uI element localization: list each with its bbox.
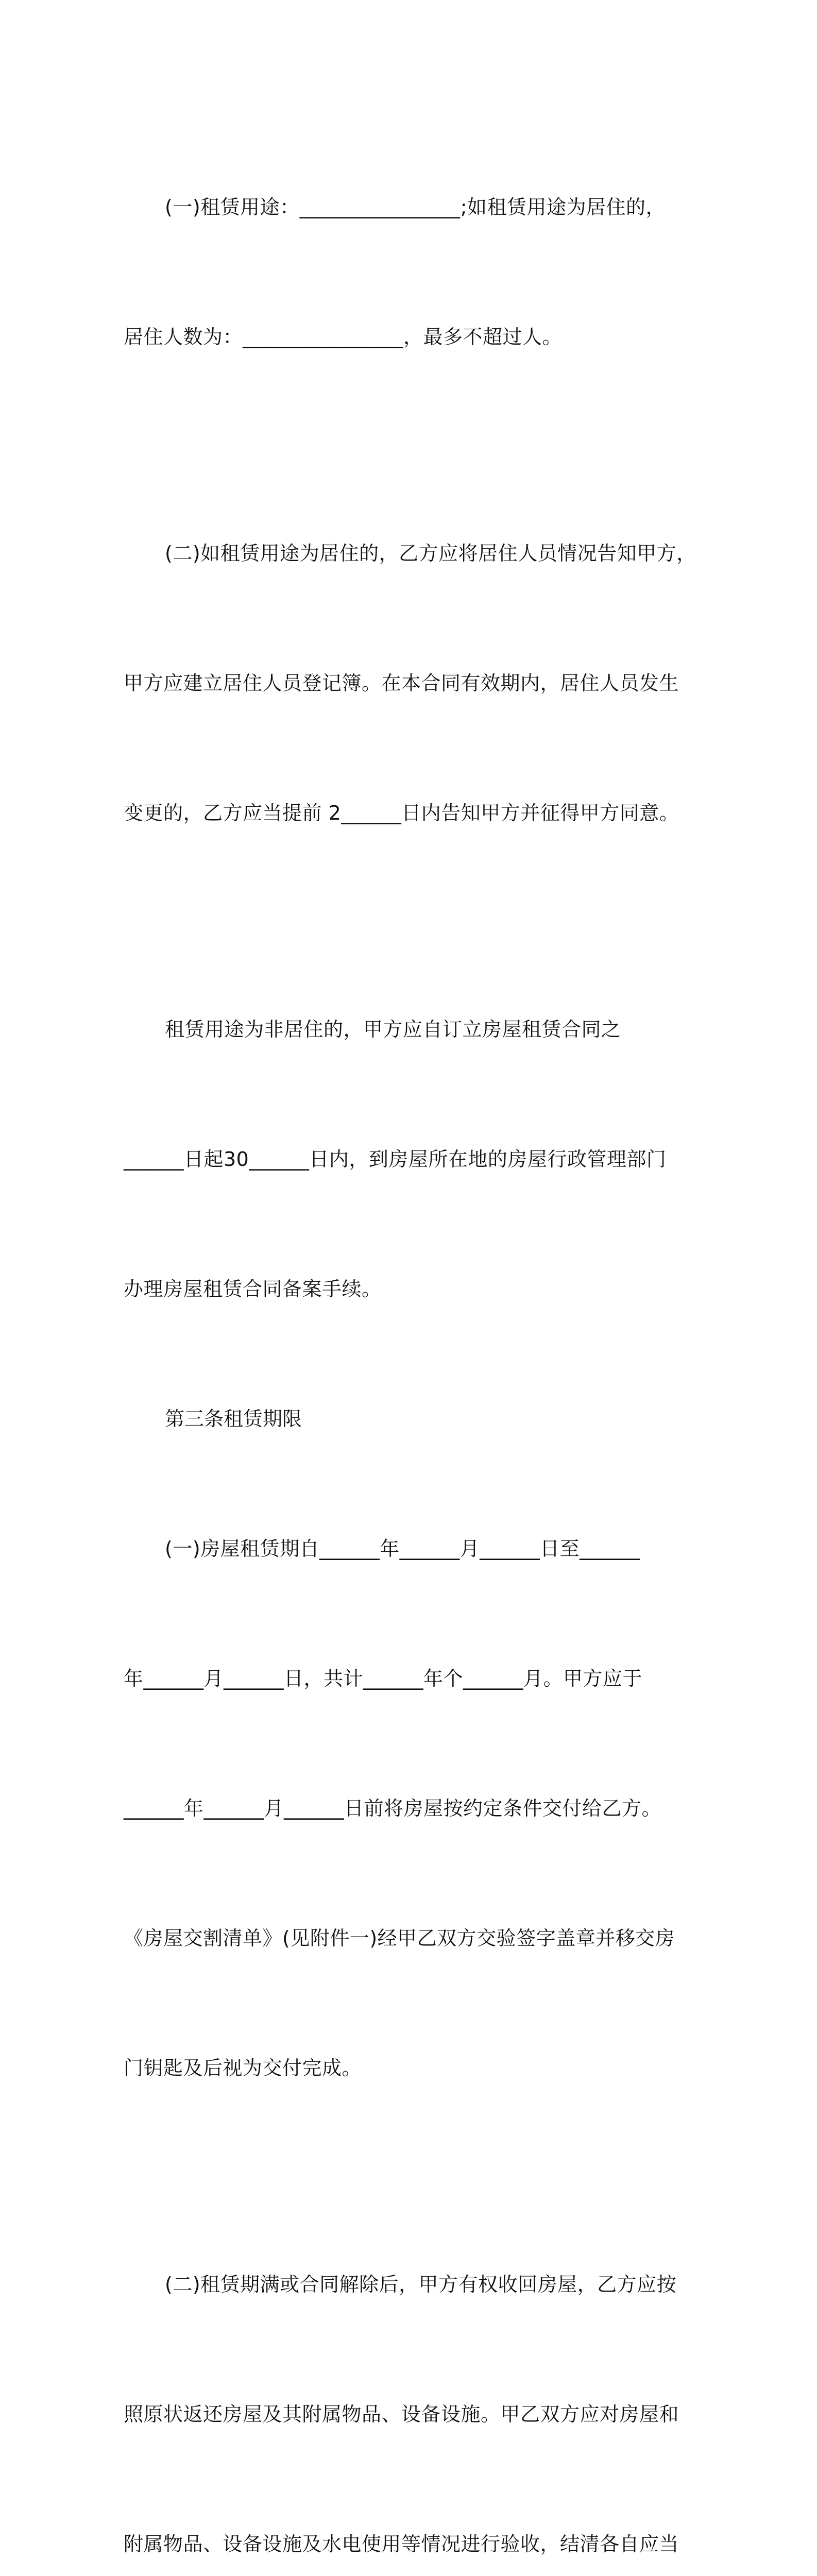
- text-line: 办理房屋租赁合同备案手续。: [124, 1278, 382, 1300]
- text-line: 门钥匙及后视为交付完成。: [124, 2057, 362, 2079]
- text-line: 年______月______日，共计______年个______月。甲方应于: [124, 1667, 643, 1690]
- article-heading-lease-term: 第三条租赁期限: [165, 1408, 302, 1430]
- text-line: ______年______月______日前将房屋按约定条件交付给乙方。: [124, 1797, 662, 1820]
- text-line: ______日起30______日内，到房屋所在地的房屋行政管理部门: [124, 1148, 667, 1171]
- text-line: 《房屋交割清单》(见附件一)经甲乙双方交验签字盖章并移交房: [124, 1927, 675, 1950]
- text-line: (一)租赁用途：________________;如租赁用途为居住的，: [165, 196, 666, 218]
- clause-rental-purpose: [124, 99, 701, 445]
- text-line: 附属物品、设备设施及水电使用等情况进行验收，结清各自应当: [124, 2533, 679, 2555]
- clause-lease-period: [124, 1440, 701, 2176]
- text-line: 租赁用途为非居住的，甲方应自订立房屋租赁合同之: [165, 1018, 621, 1041]
- text-line: 变更的，乙方应当提前 2______日内告知甲方并征得甲方同意。: [124, 802, 679, 824]
- clause-lease-expiry-return: [124, 2176, 701, 2576]
- text-line: 居住人数为：________________，最多不超过人。: [124, 326, 563, 348]
- clause-non-residential-filing: [124, 921, 701, 1397]
- text-line: 甲方应建立居住人员登记簿。在本合同有效期内，居住人员发生: [124, 672, 679, 694]
- text-line: (二)租赁期满或合同解除后，甲方有权收回房屋，乙方应按: [165, 2273, 677, 2296]
- text-line: (一)房屋租赁期自______年______月______日至______: [165, 1537, 640, 1560]
- clause-resident-registration: [124, 445, 701, 921]
- text-line: 照原状返还房屋及其附属物品、设备设施。甲乙双方应对房屋和: [124, 2403, 679, 2426]
- document-body: [124, 99, 701, 2576]
- text-line: (二)如租赁用途为居住的，乙方应将居住人员情况告知甲方，: [165, 542, 696, 565]
